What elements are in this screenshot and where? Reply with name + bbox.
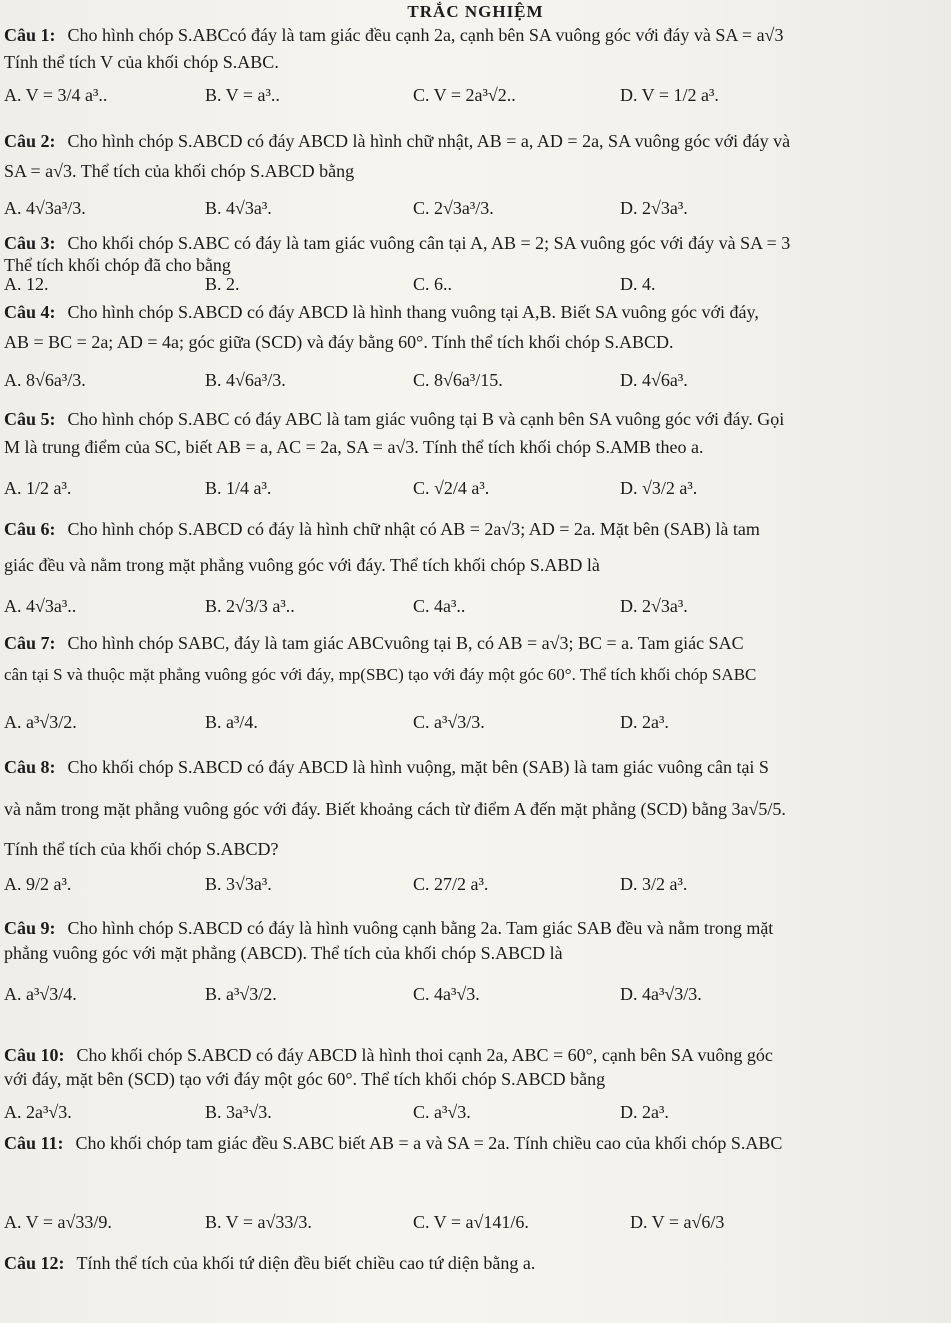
q1-text: Cho hình chóp S.ABCcó đáy là tam giác đều cạnh 2a, cạnh bên SA vuông góc với đáy và SA = a√3 xyxy=(67,25,784,45)
q7-option-a[interactable]: A. a³√3/2. xyxy=(4,711,77,732)
q2-option-c[interactable]: C. 2√3a³/3. xyxy=(413,197,494,218)
q9-line1 xyxy=(4,917,944,939)
q5-option-a[interactable]: A. 1/2 a³. xyxy=(4,477,72,498)
q4-label: Câu 4: xyxy=(4,302,56,322)
q4-line1 xyxy=(4,301,944,323)
q8-option-a[interactable]: A. 9/2 a³. xyxy=(4,873,72,894)
q3-line1 xyxy=(4,232,944,254)
q10-option-b[interactable]: B. 3a³√3. xyxy=(205,1101,272,1122)
q7-label: Câu 7: xyxy=(4,633,56,653)
q3-option-d[interactable]: D. 4. xyxy=(620,273,656,294)
q11-options xyxy=(0,1200,951,1244)
q7-option-d[interactable]: D. 2a³. xyxy=(620,711,669,732)
q2-line2: SA = a√3. Thể tích của khối chóp S.ABCD bằng xyxy=(4,161,355,181)
q9-line2: phẳng vuông góc với mặt phẳng (ABCD). Thể tích của khối chóp S.ABCD là xyxy=(4,943,563,963)
q12-line1 xyxy=(4,1252,944,1274)
q8-line2: và nằm trong mặt phẳng vuông góc với đáy. Biết khoảng cách từ điểm A đến mặt phẳng (SCD) bằng 3a√5/5. xyxy=(4,799,786,819)
q12-text: Tính thể tích của khối tứ diện đều biết chiều cao tứ diện bằng a. xyxy=(76,1253,536,1273)
q7-line1 xyxy=(4,632,944,654)
q6-text: Cho hình chóp S.ABCD có đáy là hình chữ nhật có AB = 2a√3; AD = 2a. Mặt bên (SAB) là tam xyxy=(67,519,760,539)
q5-options xyxy=(0,466,951,510)
q2-options xyxy=(0,186,951,230)
q1-option-a[interactable]: A. V = 3/4 a³.. xyxy=(4,84,108,105)
q7-option-c[interactable]: C. a³√3/3. xyxy=(413,711,485,732)
q8-option-b[interactable]: B. 3√3a³. xyxy=(205,873,272,894)
q8-label: Câu 8: xyxy=(4,757,56,777)
q10-option-c[interactable]: C. a³√3. xyxy=(413,1101,471,1122)
q1-option-d[interactable]: D. V = 1/2 a³. xyxy=(620,84,719,105)
q11-line1 xyxy=(4,1132,944,1154)
q9-text: Cho hình chóp S.ABCD có đáy là hình vuông cạnh bằng 2a. Tam giác SAB đều và nằm trong mặt xyxy=(67,918,774,938)
q9-option-c[interactable]: C. 4a³√3. xyxy=(413,983,480,1004)
q7-line2: cân tại S và thuộc mặt phẳng vuông góc với đáy, mp(SBC) tạo với đáy một góc 60°. Thể tích khối chóp SABC xyxy=(4,665,757,684)
q6-option-c[interactable]: C. 4a³.. xyxy=(413,595,466,616)
q5-line2: M là trung điểm của SC, biết AB = a, AC = 2a, SA = a√3. Tính thể tích khối chóp S.AMB theo a. xyxy=(4,437,704,457)
page-title: TRẮC NGHIỆM xyxy=(407,2,544,21)
q6-option-d[interactable]: D. 2√3a³. xyxy=(620,595,688,616)
q4-option-c[interactable]: C. 8√6a³/15. xyxy=(413,369,503,390)
q11-label: Câu 11: xyxy=(4,1133,64,1153)
q2-option-a[interactable]: A. 4√3a³/3. xyxy=(4,197,86,218)
q3-text: Cho khối chóp S.ABC có đáy là tam giác vuông cân tại A, AB = 2; SA vuông góc với đáy và SA = 3 xyxy=(67,233,791,253)
q7-text: Cho hình chóp SABC, đáy là tam giác ABCvuông tại B, có AB = a√3; BC = a. Tam giác SAC xyxy=(67,633,744,653)
q10-text: Cho khối chóp S.ABCD có đáy ABCD là hình thoi cạnh 2a, ABC = 60°, cạnh bên SA vuông góc xyxy=(76,1045,773,1065)
q4-text: Cho hình chóp S.ABCD có đáy ABCD là hình thang vuông tại A,B. Biết SA vuông góc với đáy, xyxy=(67,302,759,322)
q8-option-d[interactable]: D. 3/2 a³. xyxy=(620,873,688,894)
q5-option-d[interactable]: D. √3/2 a³. xyxy=(620,477,698,498)
q2-text: Cho hình chóp S.ABCD có đáy ABCD là hình chữ nhật, AB = a, AD = 2a, SA vuông góc với đáy và xyxy=(67,131,791,151)
q11-option-b[interactable]: B. V = a√33/3. xyxy=(205,1211,312,1232)
q2-line1 xyxy=(4,130,944,152)
q2-label: Câu 2: xyxy=(4,131,56,151)
q4-options xyxy=(0,358,951,402)
q3-option-a[interactable]: A. 12. xyxy=(4,273,49,294)
q9-options xyxy=(0,972,951,1016)
q8-text: Cho khối chóp S.ABCD có đáy ABCD là hình vuộng, mặt bên (SAB) là tam giác vuông cân tại S xyxy=(67,757,769,777)
q5-label: Câu 5: xyxy=(4,409,56,429)
q9-label: Câu 9: xyxy=(4,918,56,938)
q3-options xyxy=(0,262,951,306)
q10-label: Câu 10: xyxy=(4,1045,65,1065)
q7-option-b[interactable]: B. a³/4. xyxy=(205,711,258,732)
q5-option-b[interactable]: B. 1/4 a³. xyxy=(205,477,272,498)
q3-option-c[interactable]: C. 6.. xyxy=(413,273,453,294)
q5-text: Cho hình chóp S.ABC có đáy ABC là tam giác vuông tại B và cạnh bên SA vuông góc với đáy. Gọi xyxy=(67,409,785,429)
q7-options xyxy=(0,700,951,744)
q4-option-a[interactable]: A. 8√6a³/3. xyxy=(4,369,86,390)
q5-option-c[interactable]: C. √2/4 a³. xyxy=(413,477,490,498)
q10-options xyxy=(0,1090,951,1134)
q9-option-a[interactable]: A. a³√3/4. xyxy=(4,983,77,1004)
q9-option-d[interactable]: D. 4a³√3/3. xyxy=(620,983,702,1004)
q6-options xyxy=(0,584,951,628)
q1-label: Câu 1: xyxy=(4,25,56,45)
q6-option-b[interactable]: B. 2√3/3 a³.. xyxy=(205,595,295,616)
q8-line3: Tính thể tích của khối chóp S.ABCD? xyxy=(4,839,279,859)
q4-option-d[interactable]: D. 4√6a³. xyxy=(620,369,688,390)
q1-line2: Tính thể tích V của khối chóp S.ABC. xyxy=(4,52,279,72)
q2-option-d[interactable]: D. 2√3a³. xyxy=(620,197,688,218)
q11-option-a[interactable]: A. V = a√33/9. xyxy=(4,1211,112,1232)
q1-option-c[interactable]: C. V = 2a³√2.. xyxy=(413,84,516,105)
q6-line2: giác đều và nằm trong mặt phẳng vuông góc với đáy. Thể tích khối chóp S.ABD là xyxy=(4,555,600,575)
q8-line1 xyxy=(4,756,944,778)
q11-text: Cho khối chóp tam giác đều S.ABC biết AB = a và SA = 2a. Tính chiều cao của khối chóp S.ABC xyxy=(75,1133,783,1153)
q2-option-b[interactable]: B. 4√3a³. xyxy=(205,197,272,218)
q11-option-d[interactable]: D. V = a√6/3 xyxy=(630,1211,725,1232)
q4-option-b[interactable]: B. 4√6a³/3. xyxy=(205,369,286,390)
q10-option-d[interactable]: D. 2a³. xyxy=(620,1101,669,1122)
q5-line1 xyxy=(4,408,944,430)
q10-line1 xyxy=(4,1044,944,1066)
q4-line2: AB = BC = 2a; AD = 4a; góc giữa (SCD) và đáy bằng 60°. Tính thể tích khối chóp S.ABCD. xyxy=(4,332,674,352)
q3-label: Câu 3: xyxy=(4,233,56,253)
q6-option-a[interactable]: A. 4√3a³.. xyxy=(4,595,77,616)
q3-line2: Thể tích khối chóp đã cho bằng xyxy=(4,255,231,275)
q9-option-b[interactable]: B. a³√3/2. xyxy=(205,983,277,1004)
q11-option-c[interactable]: C. V = a√141/6. xyxy=(413,1211,529,1232)
q6-label: Câu 6: xyxy=(4,519,56,539)
q12-label: Câu 12: xyxy=(4,1253,65,1273)
q3-option-b[interactable]: B. 2. xyxy=(205,273,240,294)
q1-line1 xyxy=(4,24,944,46)
q10-option-a[interactable]: A. 2a³√3. xyxy=(4,1101,72,1122)
q10-line2: với đáy, mặt bên (SCD) tạo với đáy một góc 60°. Thể tích khối chóp S.ABCD bằng xyxy=(4,1069,606,1089)
q8-option-c[interactable]: C. 27/2 a³. xyxy=(413,873,489,894)
q6-line1 xyxy=(4,518,944,540)
q1-option-b[interactable]: B. V = a³.. xyxy=(205,84,280,105)
q1-options xyxy=(0,73,951,117)
q8-options xyxy=(0,862,951,906)
